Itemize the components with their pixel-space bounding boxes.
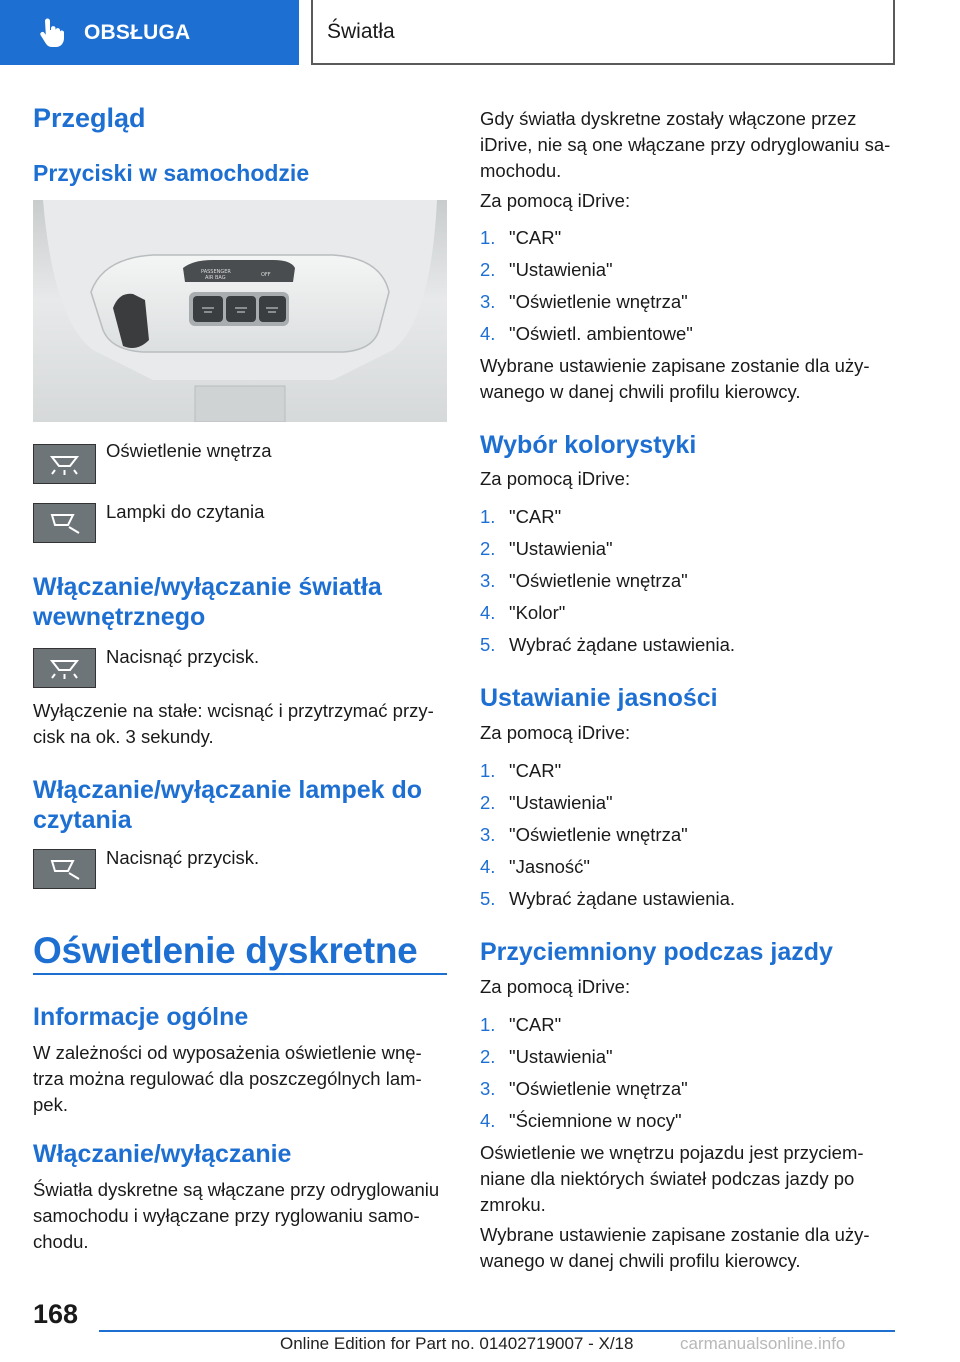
edition-text: Online Edition for Part no. 01402719007 - X/18 [280, 1334, 634, 1353]
section-tab [0, 0, 299, 65]
list-item [480, 787, 735, 819]
paragraph-line: pek. [33, 1094, 68, 1115]
step-number: 3. [480, 1078, 496, 1099]
step-text: "Ściemnione w nocy" [509, 1110, 682, 1131]
idrive-intro: Za pomocą iDrive: [480, 468, 631, 489]
step-number: 4. [480, 602, 496, 623]
paragraph-line: W zależności od wyposażenia oświetlenie wnę- [33, 1042, 422, 1063]
reading-toggle-heading-line2: czytania [33, 806, 132, 834]
paragraph-line: Wyłączenie na stałe: wcisnąć i przytrzymać przy- [33, 700, 434, 721]
chapter-title: Światła [327, 19, 395, 43]
list-item [480, 318, 693, 350]
step-text: "Jasność" [509, 856, 591, 877]
paragraph-line: chodu. [33, 1231, 89, 1252]
steps-list [480, 1009, 688, 1137]
interior-light-icon [33, 444, 96, 484]
paragraph-line: Oświetlenie we wnętrzu pojazdu jest przyciem- [480, 1142, 864, 1163]
step-number: 2. [480, 259, 496, 280]
list-item [480, 501, 735, 533]
list-item [480, 222, 693, 254]
overview-heading: Przegląd [33, 103, 146, 133]
step-number: 1. [480, 227, 496, 248]
discreet-lighting-heading: Oświetlenie dyskretne [33, 930, 418, 971]
step-text: "Oświetlenie wnętrza" [509, 824, 688, 845]
step-text: "Ustawienia" [509, 259, 613, 280]
airbag-label-2: AIR BAG [205, 275, 226, 281]
step-text: "Ustawienia" [509, 792, 613, 813]
step-number: 5. [480, 634, 496, 655]
step-number: 3. [480, 570, 496, 591]
step-text: "Oświetlenie wnętrza" [509, 570, 688, 591]
list-item [480, 286, 693, 318]
list-item [480, 755, 735, 787]
paragraph-line: zmroku. [480, 1194, 546, 1215]
paragraph-line: cisk na ok. 3 sekundy. [33, 726, 214, 747]
list-item [480, 1041, 688, 1073]
hand-pointer-icon [36, 18, 64, 48]
brightness-heading: Ustawianie jasności [480, 684, 718, 712]
step-text: "Kolor" [509, 602, 566, 623]
paragraph-line: niane dla niektórych świateł podczas jazdy po [480, 1168, 855, 1189]
car-ceiling-console-photo [33, 200, 447, 422]
buttons-heading: Przyciski w samochodzie [33, 160, 310, 186]
instruction-text: Nacisnąć przycisk. [106, 847, 260, 868]
onoff-heading: Włączanie/wyłączanie [33, 1140, 292, 1168]
paragraph-line: trza można regulować dla poszczególnych lam- [33, 1068, 422, 1089]
step-number: 2. [480, 1046, 496, 1067]
step-text: "CAR" [509, 227, 562, 248]
list-item [480, 883, 735, 915]
steps-list [480, 755, 735, 915]
reading-toggle-heading-line1: Włączanie/wyłączanie lampek do [33, 776, 423, 804]
watermark-text: carmanualsonline.info [680, 1334, 846, 1353]
list-item [480, 629, 735, 661]
chapter-header [311, 0, 895, 65]
section-title: OBSŁUGA [84, 20, 191, 44]
page-number: 168 [33, 1299, 79, 1329]
list-item [480, 254, 693, 286]
step-number: 3. [480, 824, 496, 845]
paragraph-line: Wybrane ustawienie zapisane zostanie dla uży- [480, 1224, 870, 1245]
step-number: 4. [480, 1110, 496, 1131]
reading-light-icon [33, 849, 96, 889]
step-number: 1. [480, 760, 496, 781]
step-number: 2. [480, 792, 496, 813]
step-number: 5. [480, 888, 496, 909]
step-text: "CAR" [509, 760, 562, 781]
idrive-intro: Za pomocą iDrive: [480, 976, 631, 997]
step-text: "Oświetlenie wnętrza" [509, 1078, 688, 1099]
list-item [480, 597, 735, 629]
interior-light-icon [33, 648, 96, 688]
interior-toggle-heading-line2: wewnętrznego [33, 603, 206, 631]
paragraph-line: Wybrane ustawienie zapisane zostanie dla uży- [480, 355, 870, 376]
step-text: "CAR" [509, 506, 562, 527]
step-text: "Ustawienia" [509, 538, 613, 559]
list-item [480, 565, 735, 597]
idrive-intro: Za pomocą iDrive: [480, 190, 631, 211]
idrive-intro: Za pomocą iDrive: [480, 722, 631, 743]
icon-row-label: Oświetlenie wnętrza [106, 440, 272, 461]
step-text: "Ustawienia" [509, 1046, 613, 1067]
step-number: 2. [480, 538, 496, 559]
interior-toggle-heading-line1: Włączanie/wyłączanie światła [33, 573, 382, 601]
dimmed-heading: Przyciemniony podczas jazdy [480, 938, 833, 966]
paragraph-line: mochodu. [480, 160, 562, 181]
step-number: 4. [480, 856, 496, 877]
paragraph-line: Gdy światła dyskretne zostały włączone przez [480, 108, 857, 129]
list-item [480, 1073, 688, 1105]
list-item [480, 1105, 688, 1137]
paragraph-line: samochodu i wyłączane przy ryglowaniu samo- [33, 1205, 420, 1226]
step-text: Wybrać żądane ustawienia. [509, 634, 736, 655]
steps-list [480, 501, 735, 661]
paragraph-line: Światła dyskretne są włączane przy odryglowaniu [33, 1179, 440, 1200]
list-item [480, 1009, 688, 1041]
step-text: "Oświetl. ambientowe" [509, 323, 693, 344]
paragraph-line: iDrive, nie są one włączane przy odryglowaniu sa- [480, 134, 891, 155]
airbag-label-3: OFF [261, 272, 271, 278]
reading-light-icon [33, 503, 96, 543]
airbag-label-1: PASSENGER [201, 269, 231, 275]
step-number: 4. [480, 323, 496, 344]
paragraph-line: wanego w danej chwili profilu kierowcy. [480, 1250, 801, 1271]
step-text: Wybrać żądane ustawienia. [509, 888, 736, 909]
list-item [480, 819, 735, 851]
step-text: "CAR" [509, 1014, 562, 1035]
footer-rule [99, 1330, 895, 1332]
steps-list [480, 222, 693, 350]
step-number: 3. [480, 291, 496, 312]
icon-row-label: Lampki do czytania [106, 501, 265, 522]
general-info-heading: Informacje ogólne [33, 1003, 249, 1031]
step-text: "Oświetlenie wnętrza" [509, 291, 688, 312]
step-number: 1. [480, 506, 496, 527]
step-number: 1. [480, 1014, 496, 1035]
instruction-text: Nacisnąć przycisk. [106, 646, 260, 667]
section-rule [33, 973, 447, 975]
list-item [480, 533, 735, 565]
list-item [480, 851, 735, 883]
color-heading: Wybór kolorystyki [480, 431, 697, 459]
paragraph-line: wanego w danej chwili profilu kierowcy. [480, 381, 801, 402]
